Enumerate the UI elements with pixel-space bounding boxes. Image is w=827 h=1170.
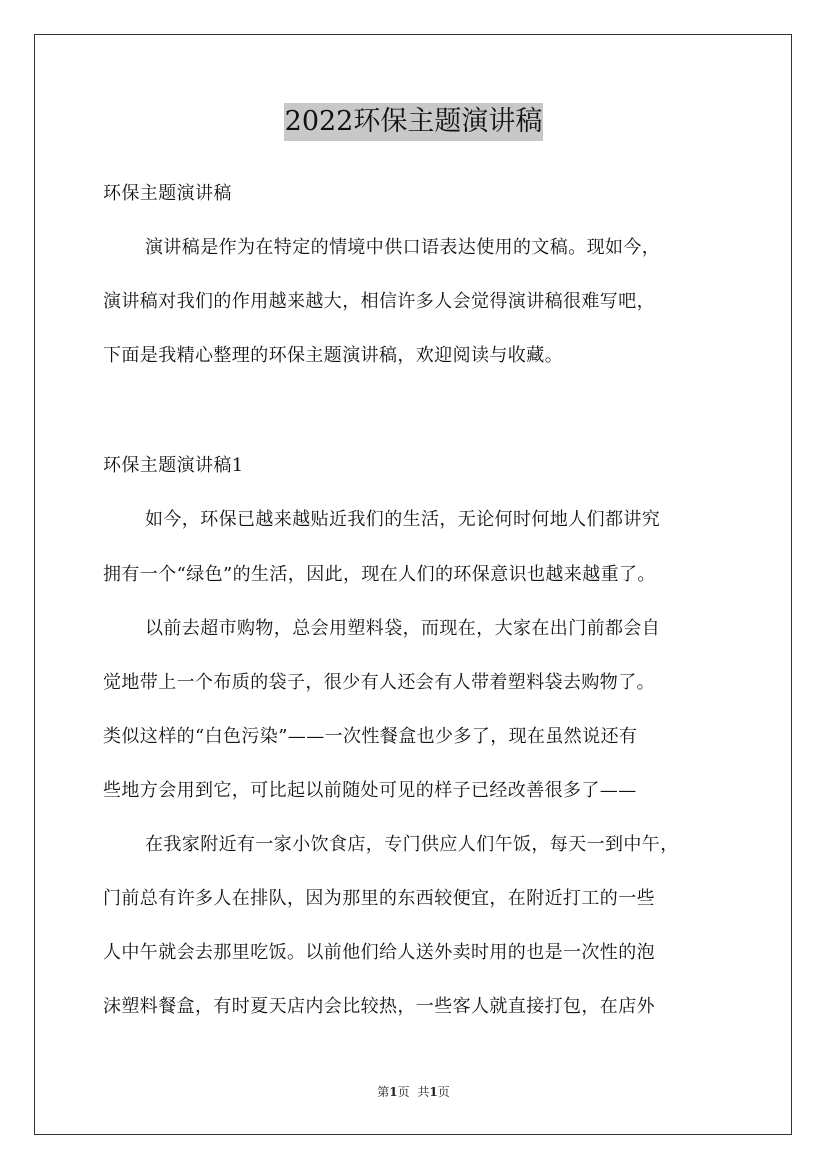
title-container [0,103,827,141]
body-line: 拥有一个“绿色”的生活，因此，现在人们的环保意识也越来越重了。 [103,564,656,585]
page-label-suffix: 页 [397,1085,410,1099]
page-footer [0,1084,827,1100]
body-line: 如今，环保已越来越贴近我们的生活，无论何时何地人们都讲究 [145,509,661,530]
total-label-suffix: 页 [437,1085,450,1099]
total-label-prefix: 共 [417,1085,430,1099]
body-line: 在我家附近有一家小饮食店，专门供应人们午饭，每天一到中午， [145,834,679,855]
intro-line: 下面是我精心整理的环保主题演讲稿，欢迎阅读与收藏。 [103,345,563,366]
body-line: 类似这样的“白色污染”——一次性餐盒也少多了，现在虽然说还有 [103,726,638,747]
body-line: 人中午就会去那里吃饭。以前他们给人送外卖时用的也是一次性的泡 [103,942,655,963]
body-line: 沫塑料餐盒，有时夏天店内会比较热，一些客人就直接打包，在店外 [103,996,655,1017]
section-heading: 环保主题演讲稿1 [103,455,244,476]
intro-line: 演讲稿是作为在特定的情境中供口语表达使用的文稿。现如今， [145,237,661,258]
page-label-prefix: 第 [377,1085,390,1099]
intro-line: 演讲稿对我们的作用越来越大，相信许多人会觉得演讲稿很难写吧， [103,291,655,312]
body-line: 觉地带上一个布质的袋子，很少有人还会有人带着塑料袋去购物了。 [103,672,655,693]
body-line: 以前去超市购物，总会用塑料袋，而现在，大家在出门前都会自 [145,618,661,639]
body-line: 门前总有许多人在排队，因为那里的东西较便宜，在附近打工的一些 [103,888,655,909]
body-line: 些地方会用到它，可比起以前随处可见的样子已经改善很多了—— [103,780,637,801]
document-title: 2022环保主题演讲稿 [284,103,544,141]
document-subtitle: 环保主题演讲稿 [103,183,232,204]
total-pages: 1 [429,1085,438,1099]
page-number: 1 [389,1085,398,1099]
